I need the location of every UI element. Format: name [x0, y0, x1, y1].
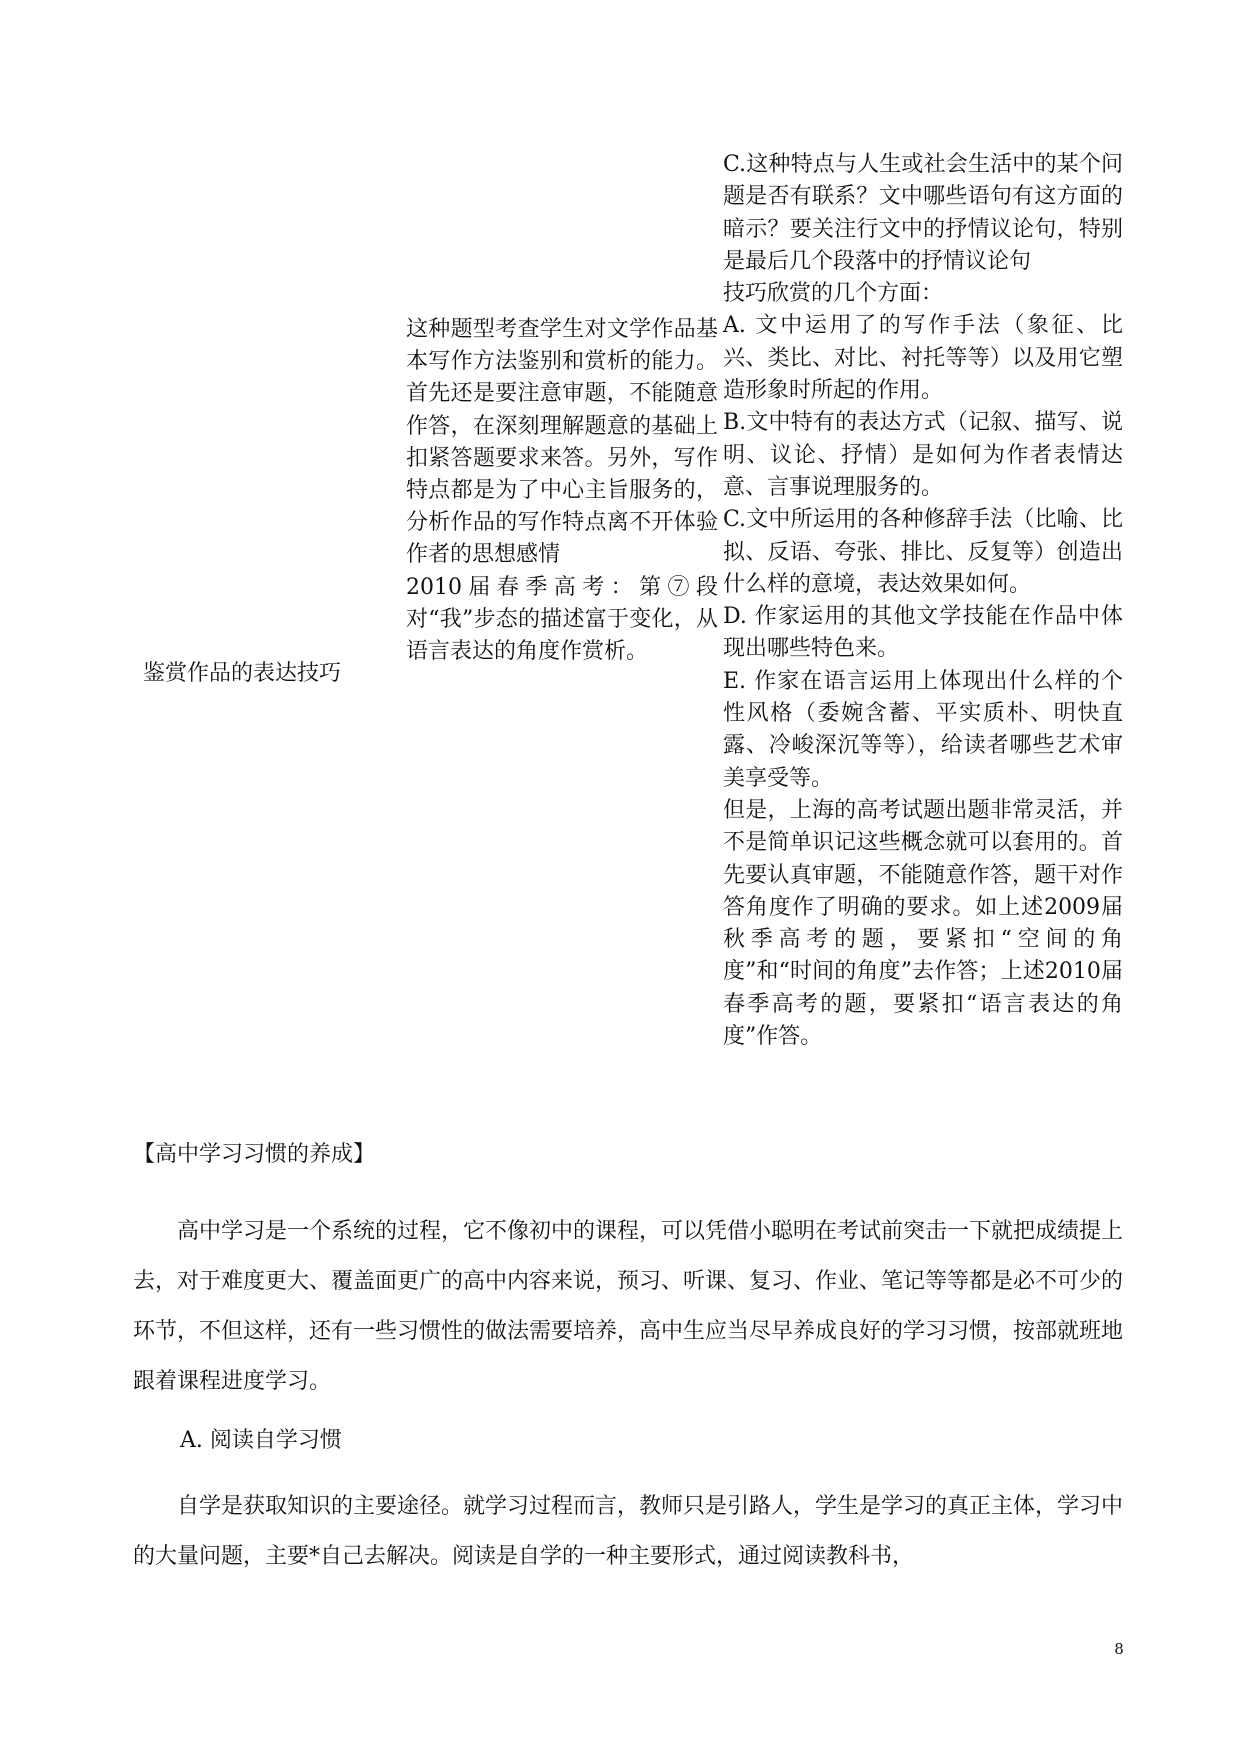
right-paragraph-5: C.文中所运用的各种修辞手法（比喻、比拟、反语、夸张、排比、反复等）创造出什么样的意境，表达效果如何。	[723, 507, 1123, 597]
section-paragraph-1: 高中学习是一个系统的过程，它不像初中的课程，可以凭借小聪明在考试前突击一下就把成绩提上去，对于难度更大、覆盖面更广的高中内容来说，预习、听课、复习、作业、笔记等等都是必不可少的环节，不但这样，还有一些习惯性的做法需要培养，高中生应当尽早养成良好的学习习惯，按部就班地跟着课程进度学习。	[133, 1219, 1124, 1394]
right-paragraph-1: C.这种特点与人生或社会生活中的某个问题是否有联系？文中哪些语句有这方面的暗示？要关注行文中的抒情议论句，特别是最后几个段落中的抒情议论句	[723, 152, 1123, 274]
page-number: 8	[1114, 1640, 1124, 1658]
table-middle-column	[406, 314, 718, 668]
table-row-label: 鉴赏作品的表达技巧	[143, 661, 342, 686]
middle-paragraph-2: 2010届春季高考：第⑦段对“我”步态的描述富于变化，从语言表达的角度作赏析。	[406, 574, 718, 665]
section-paragraph-2: 自学是获取知识的主要途径。就学习过程而言，教师只是引路人，学生是学习的真正主体，学习中的大量问题，主要*自己去解决。阅读是自学的一种主要形式，通过阅读教科书，	[133, 1494, 1124, 1569]
right-paragraph-4: B.文中特有的表达方式（记叙、描写、说明、议论、抒情）是如何为作者表情达意、言事说理服务的。	[723, 410, 1123, 500]
middle-paragraph-1: 这种题型考查学生对文学作品基本写作方法鉴别和赏析的能力。首先还是要注意审题，不能随意作答，在深刻理解题意的基础上扣紧答题要求来答。另外，写作特点都是为了中心主旨服务的，分析作品的写作特点离不开体验作者的思想感情	[406, 317, 718, 568]
right-paragraph-8: 但是，上海的高考试题出题非常灵活，并不是简单识记这些概念就可以套用的。首先要认真审题，不能随意作答，题干对作答角度作了明确的要求。如上述2009届秋季高考的题，要紧扣“空间的角度”和“时间的角度”去作答；上述2010届春季高考的题，要紧扣“语言表达的角度”作答。	[723, 797, 1123, 1050]
right-paragraph-6: D. 作家运用的其他文学技能在作品中体现出哪些特色来。	[723, 604, 1123, 662]
section-heading: 【高中学习习惯的养成】	[133, 1142, 376, 1167]
table-right-column	[723, 149, 1123, 1053]
right-paragraph-2: 技巧欣赏的几个方面：	[723, 281, 944, 307]
right-paragraph-7: E. 作家在语言运用上体现出什么样的个性风格（委婉含蓄、平实质朴、明快直露、冷峻深沉等等），给读者哪些艺术审美享受等。	[723, 668, 1123, 791]
sub-heading: A. 阅读自学习惯	[180, 1428, 342, 1453]
right-paragraph-3: A. 文中运用了的写作手法（象征、比兴、类比、对比、衬托等等）以及用它塑造形象时所起的作用。	[723, 313, 1123, 404]
